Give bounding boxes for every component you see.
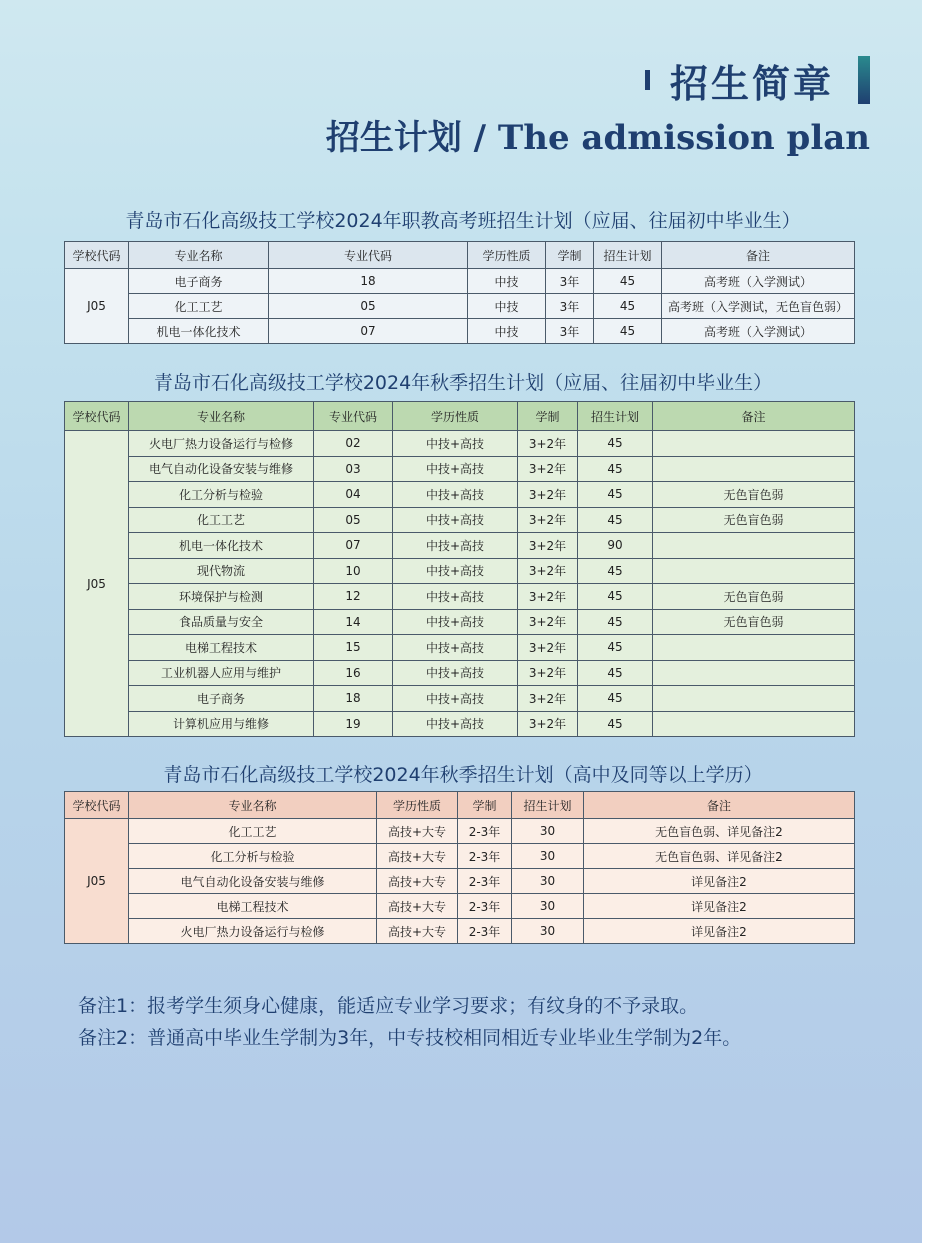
plan-cell: 45 xyxy=(578,686,653,712)
years-cell: 2-3年 xyxy=(458,869,512,894)
major-code-cell: 18 xyxy=(314,686,393,712)
header-major-name: 专业名称 xyxy=(129,792,377,819)
years-cell: 3年 xyxy=(546,269,594,294)
table1 xyxy=(64,241,855,344)
major-name-cell: 工业机器人应用与维护 xyxy=(129,660,314,686)
note-cell: 无色盲色弱 xyxy=(653,609,855,635)
major-code-cell: 19 xyxy=(314,711,393,737)
years-cell: 3+2年 xyxy=(518,558,578,584)
thin-accent-bar xyxy=(645,70,650,90)
years-cell: 3+2年 xyxy=(518,660,578,686)
edu-type-cell: 中技+高技 xyxy=(393,431,518,457)
header-major-code: 专业代码 xyxy=(269,242,468,269)
major-name-cell: 化工分析与检验 xyxy=(129,482,314,508)
table-row xyxy=(65,456,855,482)
major-name-cell: 电梯工程技术 xyxy=(129,635,314,661)
major-code-cell: 05 xyxy=(314,507,393,533)
table2-title: 青岛市石化高级技工学校2024年秋季招生计划（应届、往届初中毕业生） xyxy=(153,372,773,394)
table-row xyxy=(65,269,855,294)
header-years: 学制 xyxy=(458,792,512,819)
major-name-cell: 现代物流 xyxy=(129,558,314,584)
plan-cell: 45 xyxy=(578,584,653,610)
major-name-cell: 电梯工程技术 xyxy=(129,894,377,919)
school-code-cell: J05 xyxy=(65,431,129,737)
edu-type-cell: 中技+高技 xyxy=(393,482,518,508)
note-cell: 无色盲色弱、详见备注2 xyxy=(584,819,855,844)
table-row xyxy=(65,584,855,610)
years-cell: 3+2年 xyxy=(518,533,578,559)
header-school-code: 学校代码 xyxy=(65,402,129,431)
major-code-cell: 18 xyxy=(269,269,468,294)
plan-cell: 45 xyxy=(578,431,653,457)
years-cell: 3+2年 xyxy=(518,456,578,482)
header-edu-type: 学历性质 xyxy=(393,402,518,431)
brochure-title: 招生简章 xyxy=(669,61,834,106)
edu-type-cell: 中技 xyxy=(468,319,546,344)
table-row xyxy=(65,686,855,712)
years-cell: 3+2年 xyxy=(518,635,578,661)
major-code-cell: 03 xyxy=(314,456,393,482)
plan-cell: 45 xyxy=(578,609,653,635)
note-cell xyxy=(653,533,855,559)
school-code-cell: J05 xyxy=(65,819,129,944)
plan-cell: 45 xyxy=(578,558,653,584)
edu-type-cell: 中技+高技 xyxy=(393,558,518,584)
table1-title: 青岛市石化高级技工学校2024年职教高考班招生计划（应届、往届初中毕业生） xyxy=(125,210,801,232)
plan-cell: 30 xyxy=(512,819,584,844)
edu-type-cell: 中技 xyxy=(468,294,546,319)
major-code-cell: 04 xyxy=(314,482,393,508)
years-cell: 2-3年 xyxy=(458,819,512,844)
major-name-cell: 化工工艺 xyxy=(129,294,269,319)
major-code-cell: 02 xyxy=(314,431,393,457)
table2-header-row xyxy=(65,402,855,431)
edu-type-cell: 中技+高技 xyxy=(393,507,518,533)
years-cell: 3+2年 xyxy=(518,711,578,737)
table-row xyxy=(65,635,855,661)
plan-cell: 30 xyxy=(512,844,584,869)
note-cell: 详见备注2 xyxy=(584,894,855,919)
note-cell xyxy=(653,635,855,661)
note-cell: 高考班（入学测试） xyxy=(662,319,855,344)
edu-type-cell: 中技 xyxy=(468,269,546,294)
plan-cell: 45 xyxy=(578,456,653,482)
years-cell: 2-3年 xyxy=(458,844,512,869)
years-cell: 3+2年 xyxy=(518,584,578,610)
plan-title: 招生计划 / The admission plan xyxy=(325,118,870,158)
edu-type-cell: 高技+大专 xyxy=(377,869,458,894)
note-cell: 无色盲色弱 xyxy=(653,584,855,610)
major-name-cell: 火电厂热力设备运行与检修 xyxy=(129,919,377,944)
major-code-cell: 10 xyxy=(314,558,393,584)
note-cell: 无色盲色弱、详见备注2 xyxy=(584,844,855,869)
major-code-cell: 07 xyxy=(269,319,468,344)
header-major-name: 专业名称 xyxy=(129,402,314,431)
header-years: 学制 xyxy=(546,242,594,269)
major-code-cell: 12 xyxy=(314,584,393,610)
header-school-code: 学校代码 xyxy=(65,792,129,819)
major-name-cell: 计算机应用与维修 xyxy=(129,711,314,737)
major-name-cell: 电子商务 xyxy=(129,269,269,294)
plan-cell: 45 xyxy=(578,660,653,686)
note-cell xyxy=(653,660,855,686)
note-cell xyxy=(653,558,855,584)
plan-cell: 45 xyxy=(578,711,653,737)
note-cell xyxy=(653,711,855,737)
major-name-cell: 化工工艺 xyxy=(129,507,314,533)
major-name-cell: 电气自动化设备安装与维修 xyxy=(129,869,377,894)
years-cell: 3+2年 xyxy=(518,482,578,508)
table-row xyxy=(65,660,855,686)
years-cell: 3+2年 xyxy=(518,431,578,457)
note-cell: 详见备注2 xyxy=(584,919,855,944)
plan-cell: 45 xyxy=(578,482,653,508)
major-code-cell: 14 xyxy=(314,609,393,635)
note-cell: 无色盲色弱 xyxy=(653,507,855,533)
note-cell: 无色盲色弱 xyxy=(653,482,855,508)
major-code-cell: 15 xyxy=(314,635,393,661)
table-row xyxy=(65,294,855,319)
header-edu-type: 学历性质 xyxy=(377,792,458,819)
edu-type-cell: 高技+大专 xyxy=(377,819,458,844)
note-2: 备注2：普通高中毕业生学制为3年，中专技校相同相近专业毕业生学制为2年。 xyxy=(78,1027,742,1049)
edu-type-cell: 中技+高技 xyxy=(393,711,518,737)
major-code-cell: 05 xyxy=(269,294,468,319)
note-cell: 高考班（入学测试，无色盲色弱） xyxy=(662,294,855,319)
major-name-cell: 食品质量与安全 xyxy=(129,609,314,635)
table-row xyxy=(65,319,855,344)
header-note: 备注 xyxy=(653,402,855,431)
edu-type-cell: 中技+高技 xyxy=(393,686,518,712)
table-row xyxy=(65,558,855,584)
header-school-code: 学校代码 xyxy=(65,242,129,269)
header-plan: 招生计划 xyxy=(578,402,653,431)
note-1: 备注1：报考学生须身心健康，能适应专业学习要求；有纹身的不予录取。 xyxy=(78,995,699,1017)
note-cell: 高考班（入学测试） xyxy=(662,269,855,294)
years-cell: 3+2年 xyxy=(518,507,578,533)
table-row xyxy=(65,919,855,944)
major-name-cell: 化工分析与检验 xyxy=(129,844,377,869)
note-cell xyxy=(653,456,855,482)
edu-type-cell: 高技+大专 xyxy=(377,844,458,869)
header-note: 备注 xyxy=(584,792,855,819)
header-edu-type: 学历性质 xyxy=(468,242,546,269)
plan-cell: 30 xyxy=(512,919,584,944)
table-row xyxy=(65,711,855,737)
table3 xyxy=(64,791,855,944)
header-note: 备注 xyxy=(662,242,855,269)
notes xyxy=(78,990,741,1054)
major-name-cell: 火电厂热力设备运行与检修 xyxy=(129,431,314,457)
header-plan: 招生计划 xyxy=(512,792,584,819)
page-header xyxy=(326,52,870,159)
brochure-title-row xyxy=(326,52,870,108)
table-row xyxy=(65,869,855,894)
major-code-cell: 07 xyxy=(314,533,393,559)
table-row xyxy=(65,431,855,457)
table-row xyxy=(65,894,855,919)
table-row xyxy=(65,844,855,869)
right-edge-strip xyxy=(922,0,926,1243)
plan-cell: 45 xyxy=(594,294,662,319)
school-code-cell: J05 xyxy=(65,269,129,344)
plan-cell: 45 xyxy=(594,269,662,294)
years-cell: 3年 xyxy=(546,319,594,344)
plan-cell: 90 xyxy=(578,533,653,559)
edu-type-cell: 中技+高技 xyxy=(393,584,518,610)
major-name-cell: 电气自动化设备安装与维修 xyxy=(129,456,314,482)
years-cell: 3年 xyxy=(546,294,594,319)
plan-cell: 45 xyxy=(578,635,653,661)
major-code-cell: 16 xyxy=(314,660,393,686)
plan-cell: 30 xyxy=(512,869,584,894)
table-row xyxy=(65,533,855,559)
table3-header-row xyxy=(65,792,855,819)
table-row xyxy=(65,482,855,508)
table2 xyxy=(64,401,855,737)
header-plan: 招生计划 xyxy=(594,242,662,269)
major-name-cell: 机电一体化技术 xyxy=(129,319,269,344)
plan-cell: 30 xyxy=(512,894,584,919)
major-name-cell: 化工工艺 xyxy=(129,819,377,844)
note-cell xyxy=(653,431,855,457)
table1-header-row xyxy=(65,242,855,269)
table-row xyxy=(65,609,855,635)
years-cell: 3+2年 xyxy=(518,609,578,635)
major-name-cell: 环境保护与检测 xyxy=(129,584,314,610)
thick-accent-bar xyxy=(858,56,870,104)
edu-type-cell: 中技+高技 xyxy=(393,660,518,686)
note-cell: 详见备注2 xyxy=(584,869,855,894)
edu-type-cell: 中技+高技 xyxy=(393,533,518,559)
years-cell: 3+2年 xyxy=(518,686,578,712)
plan-cell: 45 xyxy=(578,507,653,533)
header-major-name: 专业名称 xyxy=(129,242,269,269)
plan-cell: 45 xyxy=(594,319,662,344)
major-name-cell: 机电一体化技术 xyxy=(129,533,314,559)
major-name-cell: 电子商务 xyxy=(129,686,314,712)
table-row xyxy=(65,819,855,844)
header-years: 学制 xyxy=(518,402,578,431)
edu-type-cell: 中技+高技 xyxy=(393,609,518,635)
years-cell: 2-3年 xyxy=(458,919,512,944)
edu-type-cell: 中技+高技 xyxy=(393,635,518,661)
table3-title: 青岛市石化高级技工学校2024年秋季招生计划（高中及同等以上学历） xyxy=(163,764,763,786)
years-cell: 2-3年 xyxy=(458,894,512,919)
edu-type-cell: 高技+大专 xyxy=(377,919,458,944)
edu-type-cell: 高技+大专 xyxy=(377,894,458,919)
edu-type-cell: 中技+高技 xyxy=(393,456,518,482)
header-major-code: 专业代码 xyxy=(314,402,393,431)
note-cell xyxy=(653,686,855,712)
table-row xyxy=(65,507,855,533)
